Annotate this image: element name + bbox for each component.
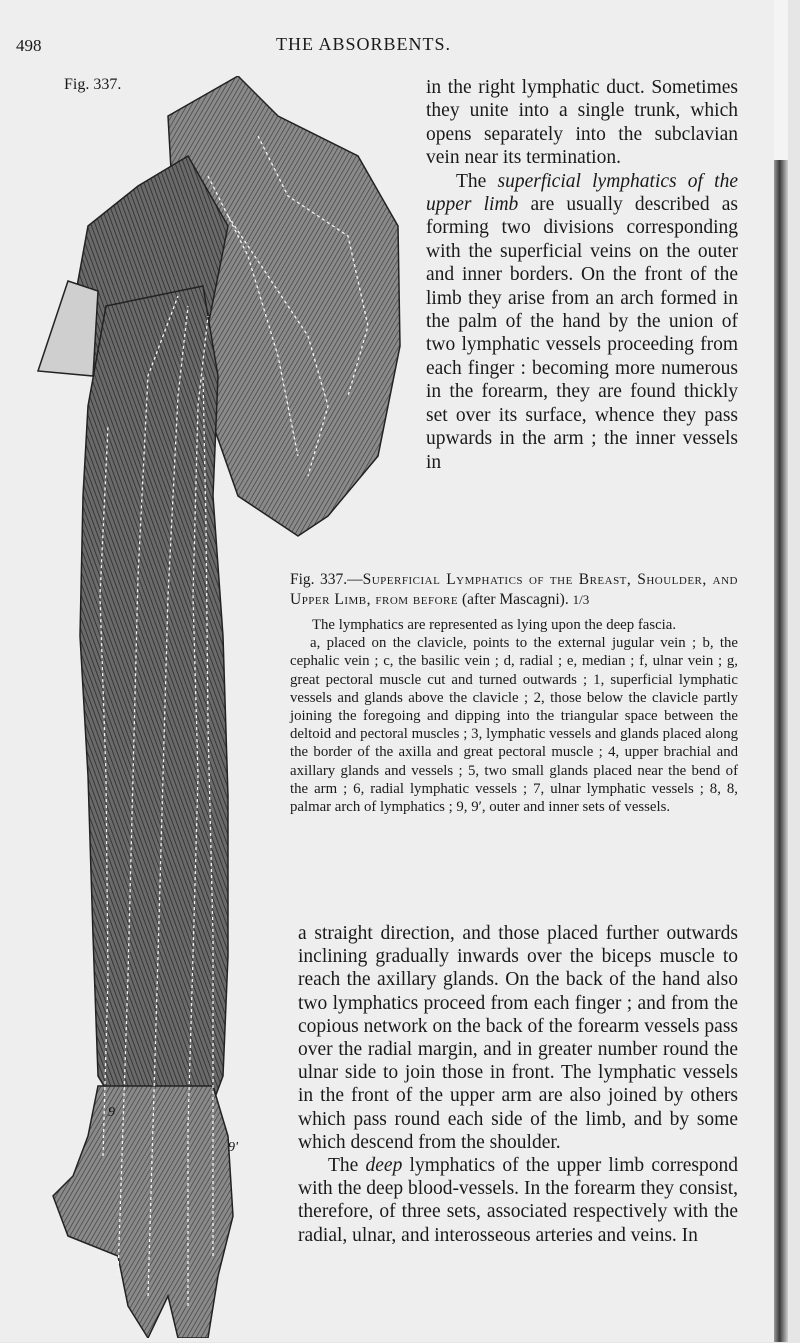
pectoral-muscle-flap: [38, 281, 98, 376]
text-run: The: [328, 1155, 366, 1177]
figure-caption: [290, 570, 738, 816]
caption-title-tail: (after Mascagni).: [458, 591, 573, 608]
caption-title: [290, 570, 738, 610]
text-run: The: [456, 170, 498, 192]
page-edge: [774, 0, 788, 160]
paragraph: a straight direction, and those placed further outwards inclining gradually inwards over the biceps muscle to reach the axillary glands. On the back of the hand also two lymphatics proceed from each finger ; and from the copious network on the back of the forearm vessels pass over the radial margin, and in greater number round the ulnar side to join those in front. The lymphatic vessels in the front of the upper arm are also joined by others which pass round each side of the limb, and by some which descend from the shoulder.: [298, 923, 738, 1153]
figure-label: Fig. 337.: [64, 76, 122, 93]
text-run: are usually described as forming two divisions corresponding with the superficial veins on the outer and inner borders. On the front of the limb they arise from an arch formed in the palm of the hand by the union of two lymphatic vessels proceeding from each finger : becoming more numerous in the forearm, they are found thickly set over its surface, whence they pass upwards in the arm ; the inner vessels in: [426, 194, 738, 473]
paragraph: in the right lymphatic duct. Sometimes they unite into a single trunk, which opens separately into the subclavian vein near its termination.: [426, 77, 738, 169]
running-title: THE ABSORBENTS.: [276, 34, 452, 54]
page-number: 498: [16, 36, 42, 55]
text-column-top: [426, 76, 738, 474]
emphasis-text: superficial lymphatics of the upper limb: [426, 170, 738, 216]
paragraph: [298, 1154, 738, 1247]
text-column-bottom: [298, 922, 738, 1247]
figure-letter-9: 9: [108, 1105, 115, 1120]
caption-keys: a, placed on the clavicle, points to the external jugular vein ; b, the cephalic vein ; c, the basilic vein ; d, radial ; e, median ; f, ulnar vein ; g, great pectoral muscle cut and turned outwards ; 1, superficial lymphatic vessels and glands above the clavicle ; 2, those below the clavicle partly joining the foregoing and dipping into the triangular space between the deltoid and pectoral muscles ; 3, lymphatic vessels and glands placed along the border of the axilla and great pectoral muscle ; 4, upper brachial and axillary glands and vessels ; 5, two small glands placed near the bend of the arm ; 6, radial lymphatic vessels ; 7, ulnar lymphatic vessels ; 8, 8, palmar arch of lymphatics ; 9, 9′, outer and inner sets of vessels.: [290, 635, 738, 816]
arm-region: [80, 286, 228, 1126]
caption-fig-prefix: Fig. 337.—: [290, 571, 363, 588]
emphasis-text: deep: [365, 1155, 403, 1177]
caption-scale: 1/3: [572, 592, 590, 607]
figure-letter-9-prime: 9': [228, 1140, 238, 1155]
page-header: [0, 34, 788, 58]
text-run: lymphatics of the upper limb correspond with the deep blood-vessels. In the forearm they consist, therefore, of three sets, associated respectively with the radial, ulnar, and interosseous arteries and veins. In: [298, 1155, 738, 1246]
book-spine-shadow: [774, 160, 788, 1342]
paragraph: [426, 170, 738, 474]
caption-title-smallcaps: Superficial Lymphatics of the Breast, Shoulder, and Upper Limb, from before: [290, 571, 738, 608]
hand-region: [53, 1086, 233, 1338]
caption-intro: The lymphatics are represented as lying upon the deep fascia.: [312, 617, 677, 633]
